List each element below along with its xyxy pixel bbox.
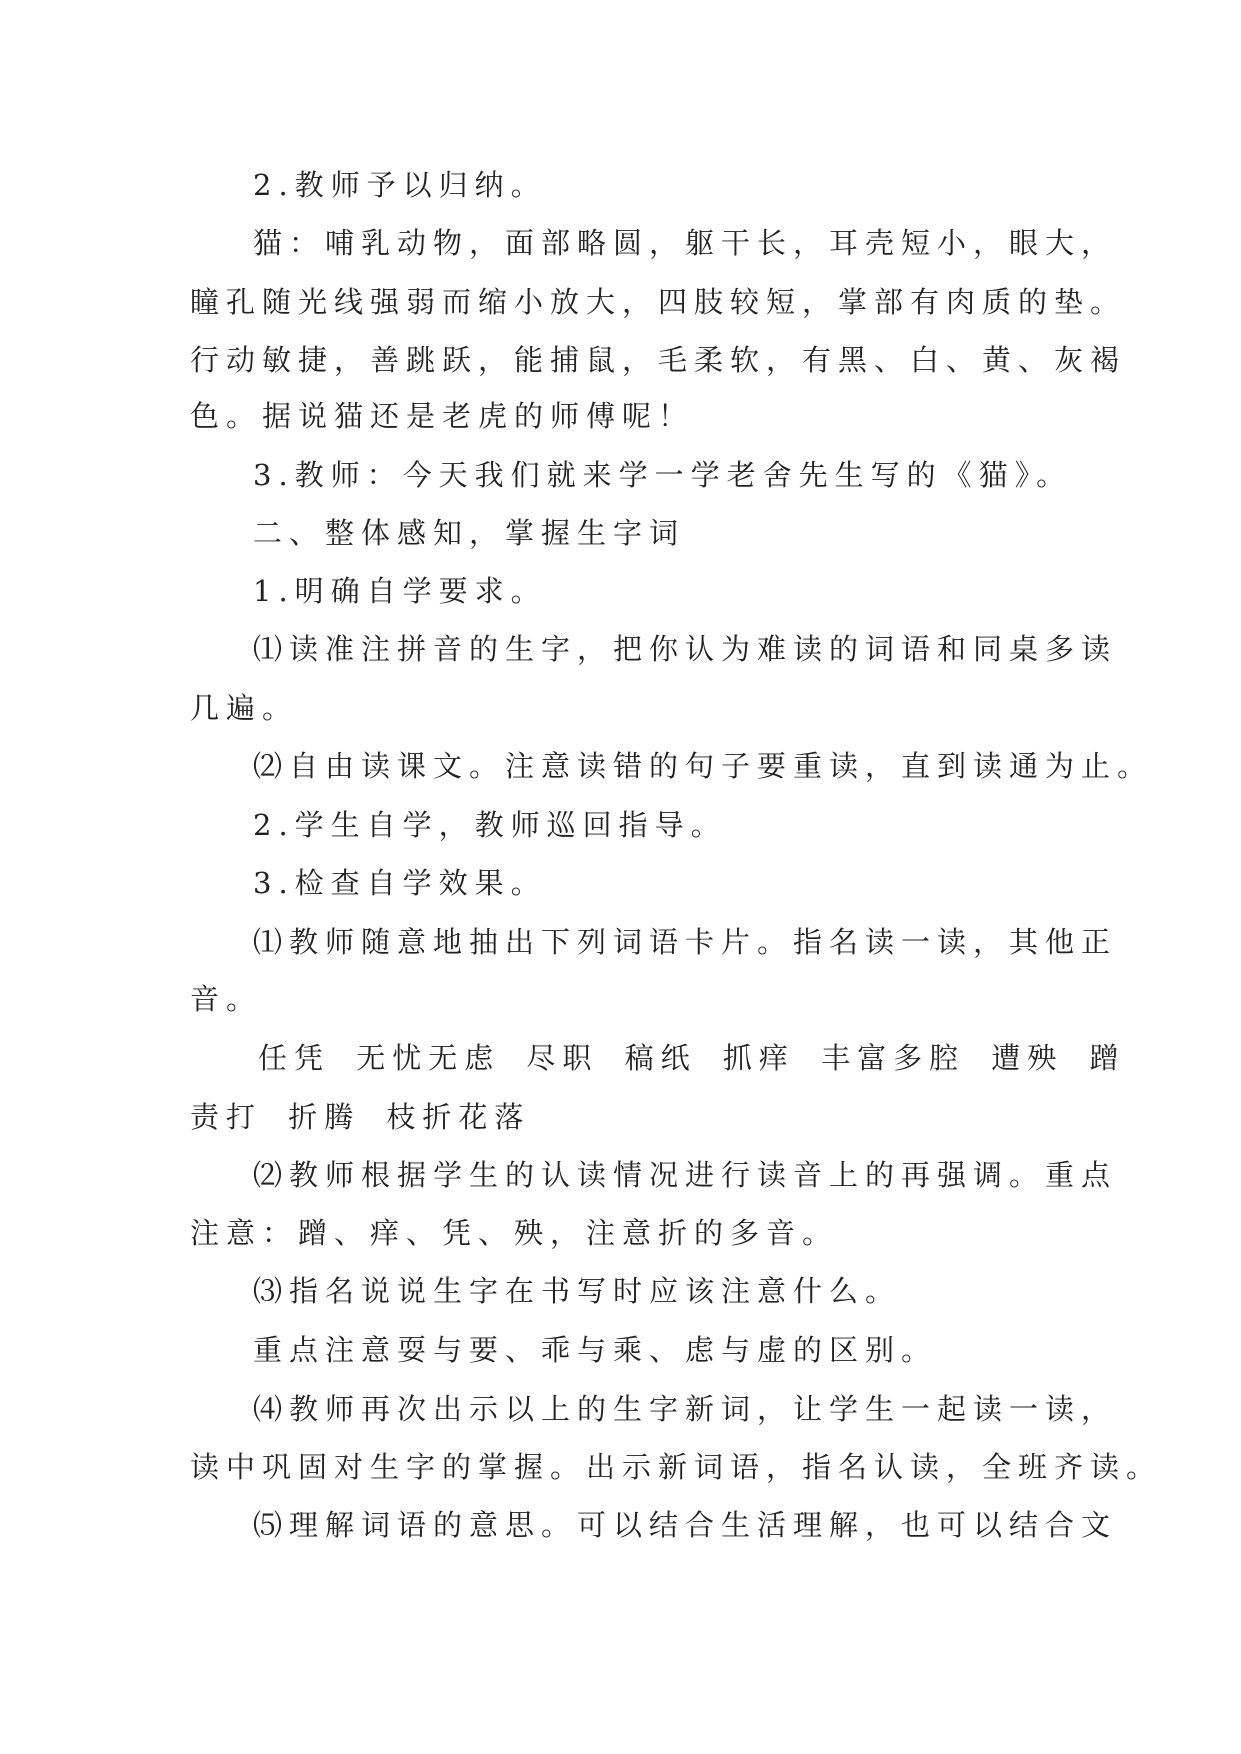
text-line: 猫：哺乳动物，面部略圆，躯干长，耳壳短小，眼大， <box>253 226 1118 260</box>
text-line: ⑴教师随意地抽出下列词语卡片。指名读一读，其他正 <box>253 925 1118 959</box>
text-line: 音。 <box>190 982 263 1016</box>
text-line: 2.教师予以归纳。 <box>253 168 547 202</box>
section-heading: 二、整体感知，掌握生字词 <box>253 516 686 550</box>
text-line: 2.学生自学，教师巡回指导。 <box>253 808 727 842</box>
text-line: 读中巩固对生字的掌握。出示新词语，指名认读，全班齐读。 <box>190 1450 1163 1484</box>
vocabulary-line: 任凭 无忧无虑 尽职 稿纸 抓痒 丰富多腔 遭殃 蹭 <box>258 1041 1126 1075</box>
text-line: ⑵教师根据学生的认读情况进行读音上的再强调。重点 <box>253 1158 1118 1192</box>
text-line: 行动敏捷，善跳跃，能捕鼠，毛柔软，有黑、白、黄、灰褐 <box>190 343 1127 377</box>
text-line: ⑶指名说说生字在书写时应该注意什么。 <box>253 1274 902 1308</box>
vocabulary-line: 责打 折腾 枝折花落 <box>190 1100 531 1134</box>
text-line: ⑸理解词语的意思。可以结合生活理解，也可以结合文 <box>253 1508 1118 1542</box>
text-line: 色。据说猫还是老虎的师傅呢！ <box>190 399 695 433</box>
text-line: 3.检查自学效果。 <box>253 866 547 900</box>
text-line: 瞳孔随光线强弱而缩小放大，四肢较短，掌部有肉质的垫。 <box>190 285 1127 319</box>
text-line: 注意：蹭、痒、凭、殃，注意折的多音。 <box>190 1216 839 1250</box>
text-line: ⑷教师再次出示以上的生字新词，让学生一起读一读， <box>253 1392 1118 1426</box>
text-line: ⑵自由读课文。注意读错的句子要重读，直到读通为止。 <box>253 749 1154 783</box>
text-line: 几遍。 <box>190 691 299 725</box>
text-line: 3.教师：今天我们就来学一学老舍先生写的《猫》。 <box>253 458 1073 492</box>
text-line: 1.明确自学要求。 <box>253 574 547 608</box>
text-line: ⑴读准注拼音的生字，把你认为难读的词语和同桌多读 <box>253 632 1118 666</box>
text-line: 重点注意耍与要、乖与乘、虑与虚的区别。 <box>253 1333 938 1367</box>
